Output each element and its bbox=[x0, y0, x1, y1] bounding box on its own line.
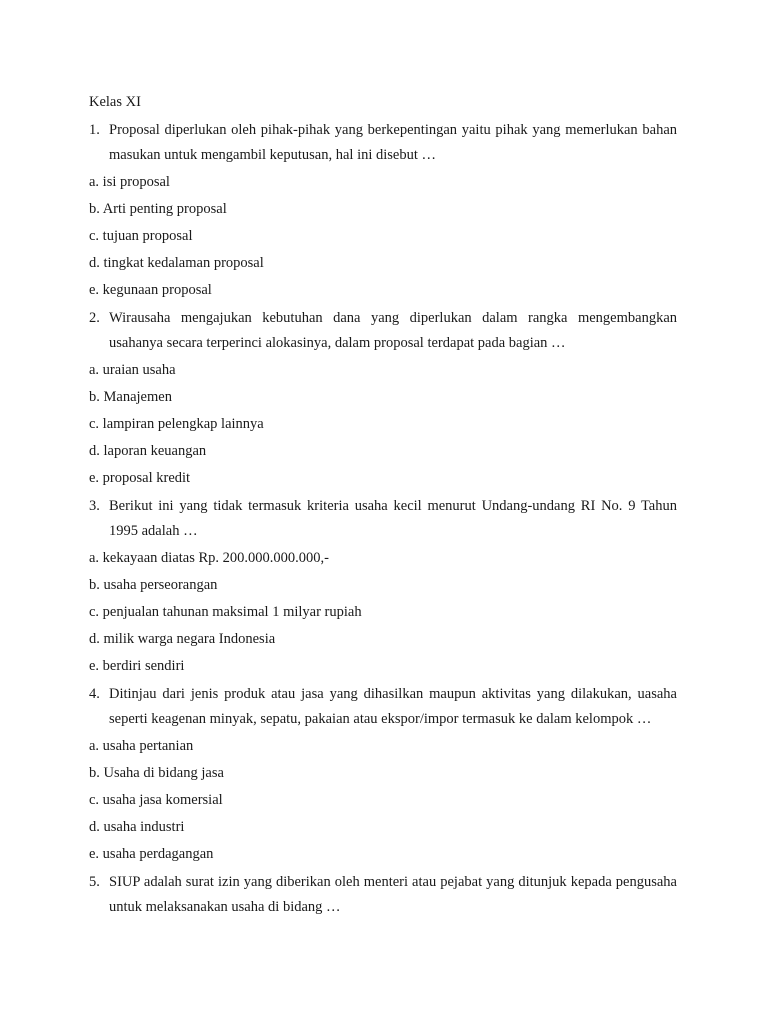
option-c: c. penjualan tahunan maksimal 1 milyar rupiah bbox=[89, 604, 362, 620]
option-e: e. kegunaan proposal bbox=[89, 282, 212, 298]
question-number: 5. bbox=[89, 874, 100, 890]
document-page bbox=[89, 90, 677, 922]
option-e: e. usaha perdagangan bbox=[89, 846, 214, 862]
question-number: 4. bbox=[89, 686, 100, 702]
question-number: 2. bbox=[89, 310, 100, 326]
option-d: d. tingkat kedalaman proposal bbox=[89, 255, 264, 271]
question-1 bbox=[89, 118, 677, 168]
option-e: e. proposal kredit bbox=[89, 470, 191, 486]
question-text: Proposal diperlukan oleh pihak-pihak yang berkepentingan yaitu pihak yang memerlukan bahan masukan untuk mengambil keputusan, hal ini disebut … bbox=[109, 122, 677, 163]
option-c: c. tujuan proposal bbox=[89, 228, 193, 244]
option-a: a. isi proposal bbox=[89, 174, 170, 190]
option-a: a. usaha pertanian bbox=[89, 738, 194, 754]
option-b: b. Manajemen bbox=[89, 389, 172, 405]
option-c: c. lampiran pelengkap lainnya bbox=[89, 416, 264, 432]
option-c: c. usaha jasa komersial bbox=[89, 792, 223, 808]
question-5 bbox=[89, 870, 677, 920]
question-2 bbox=[89, 306, 677, 356]
question-text: Berikut ini yang tidak termasuk kriteria usaha kecil menurut Undang-undang RI No. 9 Tahun 1995 adalah … bbox=[109, 498, 677, 539]
option-a: a. kekayaan diatas Rp. 200.000.000.000,- bbox=[89, 550, 330, 566]
question-4 bbox=[89, 682, 677, 732]
question-number: 1. bbox=[89, 122, 100, 138]
option-d: d. milik warga negara Indonesia bbox=[89, 631, 276, 647]
option-b: b. usaha perseorangan bbox=[89, 577, 218, 593]
question-3 bbox=[89, 494, 677, 544]
question-text: Wirausaha mengajukan kebutuhan dana yang diperlukan dalam rangka mengembangkan usahanya secara terperinci alokasinya, dalam proposal terdapat pada bagian … bbox=[109, 310, 677, 351]
option-b: b. Usaha di bidang jasa bbox=[89, 765, 224, 781]
option-e: e. berdiri sendiri bbox=[89, 658, 185, 674]
option-d: d. laporan keuangan bbox=[89, 443, 207, 459]
question-text: Ditinjau dari jenis produk atau jasa yang dihasilkan maupun aktivitas yang dilakukan, uasaha seperti keagenan minyak, sepatu, pakaian atau ekspor/impor termasuk ke dalam kelompok … bbox=[109, 686, 677, 727]
question-text: SIUP adalah surat izin yang diberikan oleh menteri atau pejabat yang ditunjuk kepada pengusaha untuk melaksanakan usaha di bidang … bbox=[109, 874, 677, 915]
class-heading: Kelas XI bbox=[89, 94, 141, 110]
question-number: 3. bbox=[89, 498, 100, 514]
option-d: d. usaha industri bbox=[89, 819, 185, 835]
option-a: a. uraian usaha bbox=[89, 362, 176, 378]
option-b: b. Arti penting proposal bbox=[89, 201, 227, 217]
